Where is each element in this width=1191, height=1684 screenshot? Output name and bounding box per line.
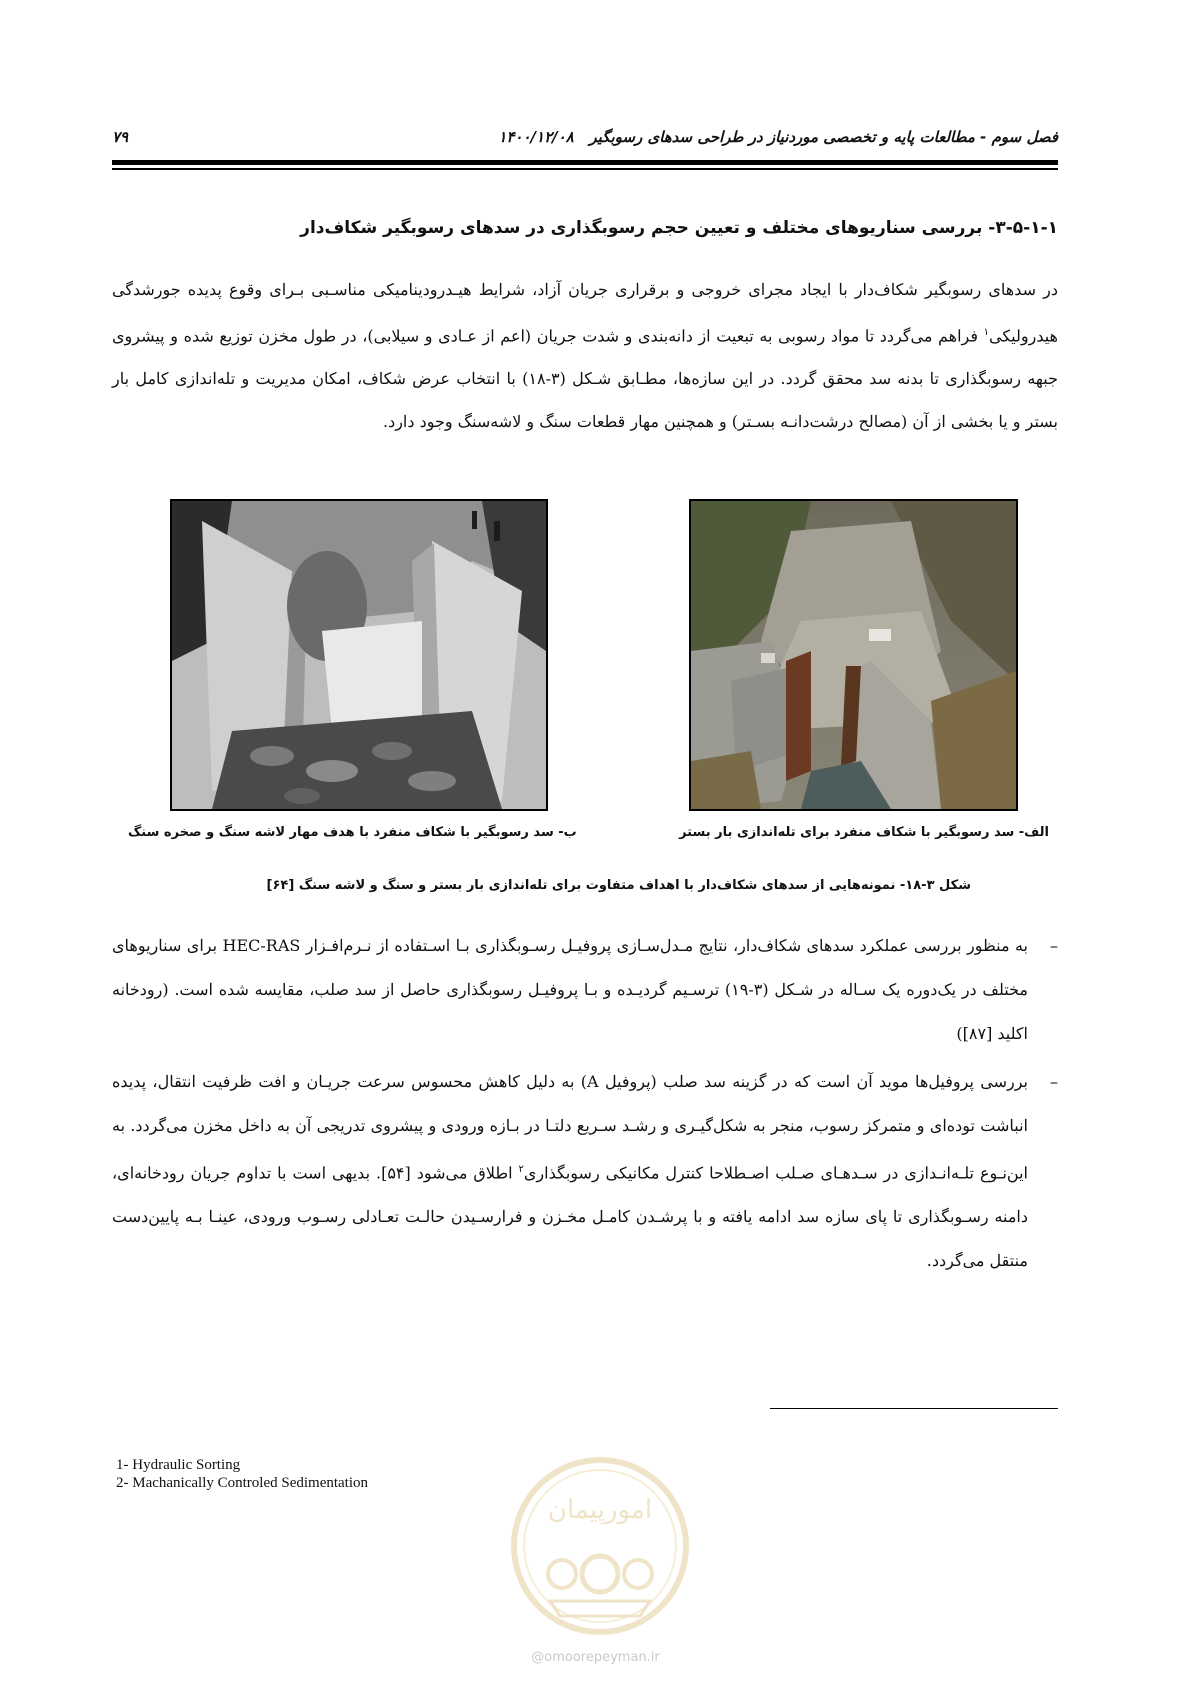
footnote-ref-2: ۲ (518, 1164, 524, 1175)
list-item: – به منظور بررسی عملکرد سدهای شکاف‌دار، نتایج مـدل‌سـازی پروفیـل رسـوبگذاری بـا اسـتفاده از نـرم‌افـزار HEC-RAS برای سناریوهای مختلف در یک‌دوره یک سـاله در شـکل (۳-۱۹) ترسـیم گردیـده و بـا پروفیـل رسوبگذاری حاصل از سد صلب، مقایسه شده است. (رودخانه اکلید [۸۷]) (112, 924, 1058, 1056)
page-number: ۷۹ (112, 128, 129, 146)
watermark-text: @omoorepeyman.ir (531, 1650, 660, 1665)
photo-slit-dam-bedload (689, 499, 1018, 811)
section-heading: ۳-۵-۱-۱- بررسی سناریوهای مختلف و تعیین حجم رسوبگذاری در سدهای رسوبگیر شکاف‌دار (300, 218, 1058, 238)
page-header (112, 128, 1058, 152)
figure-caption: شکل ۳-۱۸- نمونه‌هایی از سدهای شکاف‌دار با اهداف متفاوت برای تله‌اندازی بار بستر و سنگ و لاشه سنگ [۶۴] (266, 878, 971, 893)
header-rule-thick (112, 160, 1058, 165)
bullet-dash: – (1050, 1072, 1058, 1091)
intro-paragraph: در سدهای رسوبگیر شکاف‌دار با ایجاد مجرای خروجی و برقراری جریان آزاد، شرایط هیـدرودینامیکی مناسـبی بـرای وقوع پدیده جورشدگی هیدرولیکی$^۱$ فراهم می‌گردد تا مواد رسوبی به تبعیت از دانه‌بندی و شدت جریان (اعم از عـادی و سیلابی)، در طول مخزن توزیع شده و پیشروی جبهه رسوبگذاری تا بدنه سد محقق گردد. در این سازه‌ها، مطـابق شـکل (۳-۱۸) با انتخاب عرض شکاف، امکان مدیریت و تله‌اندازی کامل بار بستر و یا بخشی از آن (مصالح درشت‌دانـه بسـتر) و همچنین مهار قطعات سنگ و لاشه‌سنگ وجود دارد. (112, 280, 1058, 432)
header-rule-thin (112, 168, 1058, 170)
footnote-ref-1: ۱ (983, 327, 989, 338)
footnote-rule (770, 1408, 1058, 1409)
caption-a: الف- سد رسوبگیر با شکاف منفرد برای تله‌اندازی بار بستر (679, 825, 1049, 840)
svg-text:امورپیمان: امورپیمان (547, 1495, 653, 1525)
footnotes (116, 1456, 368, 1492)
bullet-dash: – (1050, 936, 1058, 955)
footnote-1: 1- Hydraulic Sorting (116, 1457, 241, 1473)
caption-b: ب- سد رسوبگیر با شکاف منفرد با هدف مهار لاشه سنگ و صخره سنگ (128, 825, 577, 840)
photo-slit-dam-boulders (170, 499, 548, 811)
footnote-2: 2- Machanically Controled Sedimentation (116, 1475, 369, 1491)
bullet-list (112, 924, 1058, 1287)
watermark-logo-icon (510, 1456, 690, 1636)
list-item: – بررسی پروفیل‌ها موید آن است که در گزینه سد صلب (پروفیل A) به دلیل کاهش محسوس سرعت جریـان و افت ظرفیت انتقال، پدیده انباشت توده‌ای و متمرکز رسوب، منجر به شکل‌گیـری و رشـد سـریع دلتـا در بـازه ورودی و پیشروی تدریجی آن به داخل مخزن می‌گردد. به این‌نـوع تلـه‌انـدازی در سـدهـای صـلب اصـطلاحا کنترل مکانیکی رسوبگذاری$^۲$ اطلاق می‌شود [۵۴]. بدیهی است با تداوم جریان رودخانه‌ای، دامنه رسـوبگذاری تا پای سازه سد ادامه یافته و با پرشـدن کامـل مخـزن و فرارسـیدن حالـت تعـادلی رسـوب ورودی، عینـا بـه پایین‌دست منتقل می‌گردد. (112, 1060, 1058, 1283)
header-date: ۱۴۰۰/۱۲/۰۸ (498, 128, 574, 146)
header-title: فصل سوم - مطالعات پایه و تخصصی موردنیاز در طراحی سدهای رسوبگیر ۱۴۰۰/۱۲/۰۸ (498, 128, 1058, 146)
